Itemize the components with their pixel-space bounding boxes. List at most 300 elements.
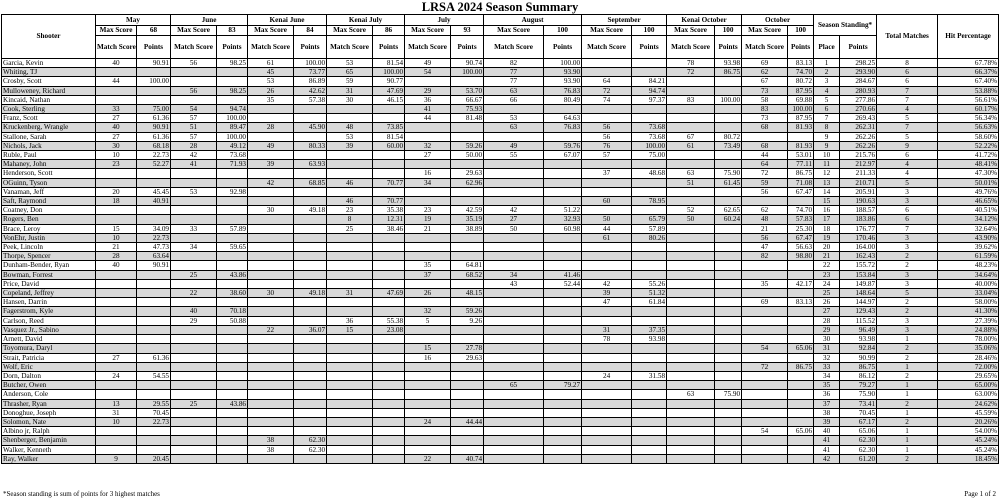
points-cell: 25.30	[788, 224, 814, 233]
match-score-cell	[667, 344, 715, 353]
points-cell	[451, 77, 484, 86]
standing-points-cell: 269.43	[840, 114, 877, 123]
shooter-name: Nichols, Jack	[2, 141, 96, 150]
match-score-cell: 63	[667, 390, 715, 399]
points-cell	[715, 353, 742, 362]
points-cell	[788, 417, 814, 426]
points-cell: 81.93	[788, 123, 814, 132]
max-score-label: Max Score	[484, 26, 544, 36]
match-score-cell	[171, 362, 217, 371]
match-score-cell	[327, 279, 373, 288]
match-score-cell: 77	[484, 68, 544, 77]
points-cell: 62.30	[294, 445, 327, 454]
points-cell: 67.47	[788, 233, 814, 242]
points-cell	[544, 298, 582, 307]
points-cell: 34.09	[137, 224, 171, 233]
match-score-cell: 19	[405, 215, 451, 224]
points-cell: 41.46	[544, 270, 582, 279]
match-score-cell: 15	[96, 224, 137, 233]
points-cell: 36.07	[294, 325, 327, 334]
standing-points-cell: 155.72	[840, 261, 877, 270]
points-cell	[451, 197, 484, 206]
points-cell	[373, 417, 405, 426]
match-score-cell: 61	[582, 233, 632, 242]
match-score-cell: 44	[96, 77, 137, 86]
match-score-cell	[484, 362, 544, 371]
points-cell	[715, 233, 742, 242]
points-cell	[632, 252, 667, 261]
max-score-value: 83	[217, 26, 248, 36]
points-cell	[217, 178, 248, 187]
match-score-cell	[327, 408, 373, 417]
match-score-cell	[96, 298, 137, 307]
points-cell	[373, 261, 405, 270]
total-matches-cell: 2	[877, 399, 938, 408]
place-cell: 7	[814, 114, 840, 123]
points-cell	[294, 187, 327, 196]
standing-points-cell: 210.71	[840, 178, 877, 187]
place-cell: 25	[814, 289, 840, 298]
match-score-cell	[171, 215, 217, 224]
points-cell	[373, 151, 405, 160]
points-cell	[137, 215, 171, 224]
shooter-name: Rogers, Ben	[2, 215, 96, 224]
match-score-cell	[667, 233, 715, 242]
points-cell: 81.48	[451, 114, 484, 123]
match-score-cell: 63	[484, 86, 544, 95]
match-score-cell: 51	[667, 178, 715, 187]
match-score-cell	[327, 436, 373, 445]
points-cell: 100.00	[217, 114, 248, 123]
match-score-cell	[248, 114, 294, 123]
points-cell	[137, 325, 171, 334]
match-score-cell	[742, 353, 788, 362]
place-cell: 14	[814, 187, 840, 196]
points-cell	[715, 399, 742, 408]
table-row	[2, 408, 999, 417]
match-score-cell: 36	[327, 316, 373, 325]
points-cell	[373, 427, 405, 436]
match-score-cell	[171, 197, 217, 206]
shooter-name: Price, David	[2, 279, 96, 288]
match-score-cell: 33	[96, 105, 137, 114]
match-score-cell	[171, 68, 217, 77]
match-score-cell: 65	[327, 68, 373, 77]
table-row	[2, 197, 999, 206]
points-cell	[544, 390, 582, 399]
points-cell: 65.06	[788, 344, 814, 353]
month-header: Kenai July	[327, 15, 405, 26]
points-cell	[715, 77, 742, 86]
standing-points-cell: 62.30	[840, 436, 877, 445]
match-score-cell: 72	[742, 362, 788, 371]
points-cell	[632, 160, 667, 169]
points-cell	[137, 279, 171, 288]
match-score-cell: 15	[327, 325, 373, 334]
points-cell: 64.81	[451, 261, 484, 270]
standing-points-cell: 277.86	[840, 95, 877, 104]
points-cell	[217, 427, 248, 436]
match-score-cell: 38	[248, 436, 294, 445]
points-cell	[451, 371, 484, 380]
match-score-cell: 57	[582, 151, 632, 160]
match-score-cell	[667, 279, 715, 288]
points-cell	[373, 362, 405, 371]
points-cell	[294, 298, 327, 307]
points-cell	[715, 86, 742, 95]
shooter-name: Mahaney, John	[2, 160, 96, 169]
table-row	[2, 86, 999, 95]
total-matches-cell: 4	[877, 160, 938, 169]
match-score-cell: 55	[484, 151, 544, 160]
points-cell	[373, 436, 405, 445]
points-cell: 100.00	[632, 141, 667, 150]
shooter-name: Cook, Sterling	[2, 105, 96, 114]
place-cell: 13	[814, 178, 840, 187]
points-cell: 71.08	[788, 178, 814, 187]
match-score-cell	[171, 417, 217, 426]
match-score-cell	[405, 399, 451, 408]
points-cell: 69.88	[788, 95, 814, 104]
points-cell	[451, 132, 484, 141]
table-row	[2, 252, 999, 261]
match-score-cell: 30	[96, 141, 137, 150]
points-cell	[373, 252, 405, 261]
points-cell	[544, 243, 582, 252]
max-score-label: Max Score	[742, 26, 788, 36]
points-cell: 87.95	[788, 114, 814, 123]
match-score-cell	[405, 243, 451, 252]
points-cell	[544, 316, 582, 325]
match-score-cell	[582, 243, 632, 252]
points-cell: 77.11	[788, 160, 814, 169]
match-score-cell: 23	[96, 160, 137, 169]
match-score-cell: 45	[248, 68, 294, 77]
points-cell: 73.68	[632, 123, 667, 132]
month-header: July	[405, 15, 484, 26]
match-score-cell: 50	[582, 215, 632, 224]
points-cell	[451, 390, 484, 399]
points-cell: 63.93	[294, 160, 327, 169]
points-cell	[632, 436, 667, 445]
match-score-cell: 68	[742, 141, 788, 150]
hit-percentage-cell: 54.00%	[938, 427, 999, 436]
match-score-cell	[327, 298, 373, 307]
points-cell: 74.70	[788, 206, 814, 215]
match-score-header: Match Score	[582, 36, 632, 59]
table-row	[2, 105, 999, 114]
match-score-cell	[667, 298, 715, 307]
points-cell	[632, 417, 667, 426]
match-score-cell	[171, 445, 217, 454]
points-cell: 62.65	[715, 206, 742, 215]
points-cell: 12.31	[373, 215, 405, 224]
match-score-cell: 56	[582, 132, 632, 141]
points-cell: 60.00	[373, 141, 405, 150]
match-score-cell: 47	[582, 298, 632, 307]
total-matches-cell: 2	[877, 344, 938, 353]
points-cell: 100.00	[544, 59, 582, 68]
match-score-cell	[582, 390, 632, 399]
points-cell: 43.86	[217, 399, 248, 408]
max-score-value: 100	[788, 26, 814, 36]
match-score-cell: 56	[171, 86, 217, 95]
table-row	[2, 344, 999, 353]
points-cell: 42.59	[451, 206, 484, 215]
points-cell	[715, 436, 742, 445]
page-number: Page 1 of 2	[964, 490, 996, 498]
points-cell	[544, 436, 582, 445]
match-score-cell: 72	[742, 169, 788, 178]
match-score-cell	[742, 417, 788, 426]
points-cell: 29.63	[451, 169, 484, 178]
points-cell: 90.74	[451, 59, 484, 68]
standing-points-cell: 129.43	[840, 307, 877, 316]
match-score-cell	[96, 270, 137, 279]
match-score-cell	[405, 197, 451, 206]
match-score-cell	[667, 151, 715, 160]
standing-points-cell: 280.93	[840, 86, 877, 95]
points-cell	[715, 325, 742, 334]
match-score-cell: 34	[405, 178, 451, 187]
points-cell: 67.47	[788, 187, 814, 196]
points-cell	[715, 123, 742, 132]
match-score-cell: 27	[96, 114, 137, 123]
match-score-cell: 56	[171, 59, 217, 68]
match-score-cell: 15	[405, 344, 451, 353]
standing-points-cell: 153.84	[840, 270, 877, 279]
points-cell: 73.68	[217, 151, 248, 160]
points-cell: 38.60	[217, 289, 248, 298]
points-cell	[632, 270, 667, 279]
table-row	[2, 215, 999, 224]
points-cell	[632, 399, 667, 408]
points-cell	[715, 197, 742, 206]
points-cell	[544, 371, 582, 380]
shooter-name: Stallone, Sarah	[2, 132, 96, 141]
table-row	[2, 399, 999, 408]
points-cell	[373, 187, 405, 196]
match-score-cell	[405, 427, 451, 436]
points-cell	[217, 335, 248, 344]
match-score-cell	[171, 206, 217, 215]
match-score-cell	[484, 169, 544, 178]
match-score-cell	[248, 335, 294, 344]
points-cell: 65.06	[788, 427, 814, 436]
points-cell: 61.84	[632, 298, 667, 307]
match-score-cell	[667, 454, 715, 463]
standing-points-cell: 188.57	[840, 206, 877, 215]
points-cell: 59.65	[217, 243, 248, 252]
match-score-cell: 28	[171, 141, 217, 150]
shooter-name: Walker, Kenneth	[2, 445, 96, 454]
points-cell	[373, 243, 405, 252]
points-cell: 66.67	[451, 95, 484, 104]
points-cell	[788, 399, 814, 408]
match-score-header: Match Score	[171, 36, 217, 59]
shooter-name: Whiting, TJ	[2, 68, 96, 77]
match-score-cell	[405, 123, 451, 132]
season-summary-table	[1, 14, 999, 464]
match-score-cell	[742, 399, 788, 408]
points-cell: 100.00	[217, 132, 248, 141]
points-cell: 75.93	[451, 105, 484, 114]
points-cell: 40.91	[137, 197, 171, 206]
points-cell: 70.18	[217, 307, 248, 316]
match-score-cell	[171, 427, 217, 436]
total-matches-cell: 1	[877, 436, 938, 445]
points-cell	[217, 233, 248, 242]
match-score-cell: 82	[742, 252, 788, 261]
points-cell	[294, 224, 327, 233]
points-cell: 100.00	[137, 77, 171, 86]
match-score-cell	[327, 261, 373, 270]
match-score-cell: 37	[405, 270, 451, 279]
points-cell	[217, 445, 248, 454]
points-cell: 49.12	[217, 141, 248, 150]
points-cell: 68.18	[137, 141, 171, 150]
points-cell: 98.80	[788, 252, 814, 261]
match-score-cell	[582, 353, 632, 362]
match-score-cell	[582, 187, 632, 196]
points-cell: 49.18	[294, 206, 327, 215]
match-score-cell: 38	[248, 445, 294, 454]
points-cell	[217, 390, 248, 399]
table-row	[2, 298, 999, 307]
points-cell	[294, 307, 327, 316]
points-cell	[217, 362, 248, 371]
points-cell	[217, 215, 248, 224]
match-score-cell: 49	[405, 59, 451, 68]
match-score-cell	[484, 344, 544, 353]
shooter-name: Franz, Scott	[2, 114, 96, 123]
match-score-cell: 69	[742, 298, 788, 307]
match-score-cell	[171, 408, 217, 417]
total-matches-cell: 7	[877, 95, 938, 104]
match-score-cell: 23	[405, 206, 451, 215]
match-score-cell	[327, 169, 373, 178]
match-score-cell	[96, 206, 137, 215]
match-score-cell: 48	[742, 215, 788, 224]
points-cell: 94.74	[217, 105, 248, 114]
points-cell	[544, 454, 582, 463]
hit-percentage-cell: 72.00%	[938, 362, 999, 371]
points-header: Points	[451, 36, 484, 59]
match-score-cell	[667, 408, 715, 417]
points-cell	[294, 105, 327, 114]
hit-percentage-cell: 34.12%	[938, 215, 999, 224]
hit-percentage-header: Hit Percentage	[938, 15, 999, 59]
points-cell: 98.25	[217, 59, 248, 68]
points-cell: 50.00	[451, 151, 484, 160]
match-score-cell	[96, 215, 137, 224]
hit-percentage-cell: 24.88%	[938, 325, 999, 334]
match-score-cell: 54	[742, 344, 788, 353]
table-row	[2, 445, 999, 454]
points-cell	[788, 197, 814, 206]
standing-points-cell: 61.20	[840, 454, 877, 463]
points-cell: 89.47	[217, 123, 248, 132]
match-score-cell	[742, 381, 788, 390]
place-cell: 9	[814, 132, 840, 141]
hit-percentage-cell: 45.24%	[938, 445, 999, 454]
match-score-cell: 59	[742, 178, 788, 187]
points-cell	[137, 298, 171, 307]
points-header: Points	[217, 36, 248, 59]
match-score-cell	[742, 316, 788, 325]
match-score-cell	[171, 335, 217, 344]
match-score-cell: 25	[171, 270, 217, 279]
match-score-header: Match Score	[327, 36, 373, 59]
points-cell	[137, 344, 171, 353]
points-cell	[544, 362, 582, 371]
points-cell	[715, 362, 742, 371]
table-row	[2, 243, 999, 252]
shooter-name: Thrasher, Ryan	[2, 399, 96, 408]
points-cell	[632, 445, 667, 454]
match-score-cell	[582, 160, 632, 169]
table-row	[2, 160, 999, 169]
points-cell	[373, 298, 405, 307]
match-score-cell	[327, 445, 373, 454]
table-row	[2, 316, 999, 325]
place-cell: 11	[814, 160, 840, 169]
standing-points-cell: 270.66	[840, 105, 877, 114]
points-cell	[294, 381, 327, 390]
month-header: October	[742, 15, 814, 26]
standing-points-cell: 211.33	[840, 169, 877, 178]
match-score-cell	[742, 445, 788, 454]
hit-percentage-cell: 50.01%	[938, 178, 999, 187]
points-cell: 75.90	[715, 169, 742, 178]
points-cell	[632, 114, 667, 123]
points-cell	[294, 335, 327, 344]
total-matches-cell: 1	[877, 362, 938, 371]
match-score-cell: 83	[742, 105, 788, 114]
match-score-cell: 27	[96, 353, 137, 362]
points-cell: 55.26	[632, 279, 667, 288]
match-score-cell	[327, 151, 373, 160]
points-cell	[294, 151, 327, 160]
points-cell	[451, 445, 484, 454]
shooter-name: Crosby, Scott	[2, 77, 96, 86]
points-cell	[715, 417, 742, 426]
points-cell: 31.58	[632, 371, 667, 380]
match-score-cell	[484, 390, 544, 399]
hit-percentage-cell: 39.62%	[938, 243, 999, 252]
match-score-cell: 43	[484, 279, 544, 288]
points-cell: 81.54	[373, 59, 405, 68]
match-score-cell: 40	[96, 261, 137, 270]
points-cell	[217, 169, 248, 178]
match-score-cell: 46	[327, 178, 373, 187]
points-cell	[788, 381, 814, 390]
points-cell: 80.72	[788, 77, 814, 86]
match-score-cell	[327, 381, 373, 390]
points-cell	[217, 353, 248, 362]
match-score-cell	[96, 445, 137, 454]
points-cell: 92.98	[217, 187, 248, 196]
page-title: LRSA 2024 Season Summary	[421, 0, 579, 14]
points-cell	[544, 353, 582, 362]
points-cell	[544, 187, 582, 196]
match-score-cell: 57	[171, 114, 217, 123]
match-score-cell	[327, 105, 373, 114]
points-cell	[294, 169, 327, 178]
match-score-cell: 35	[405, 261, 451, 270]
points-cell: 52.44	[544, 279, 582, 288]
points-cell	[715, 454, 742, 463]
